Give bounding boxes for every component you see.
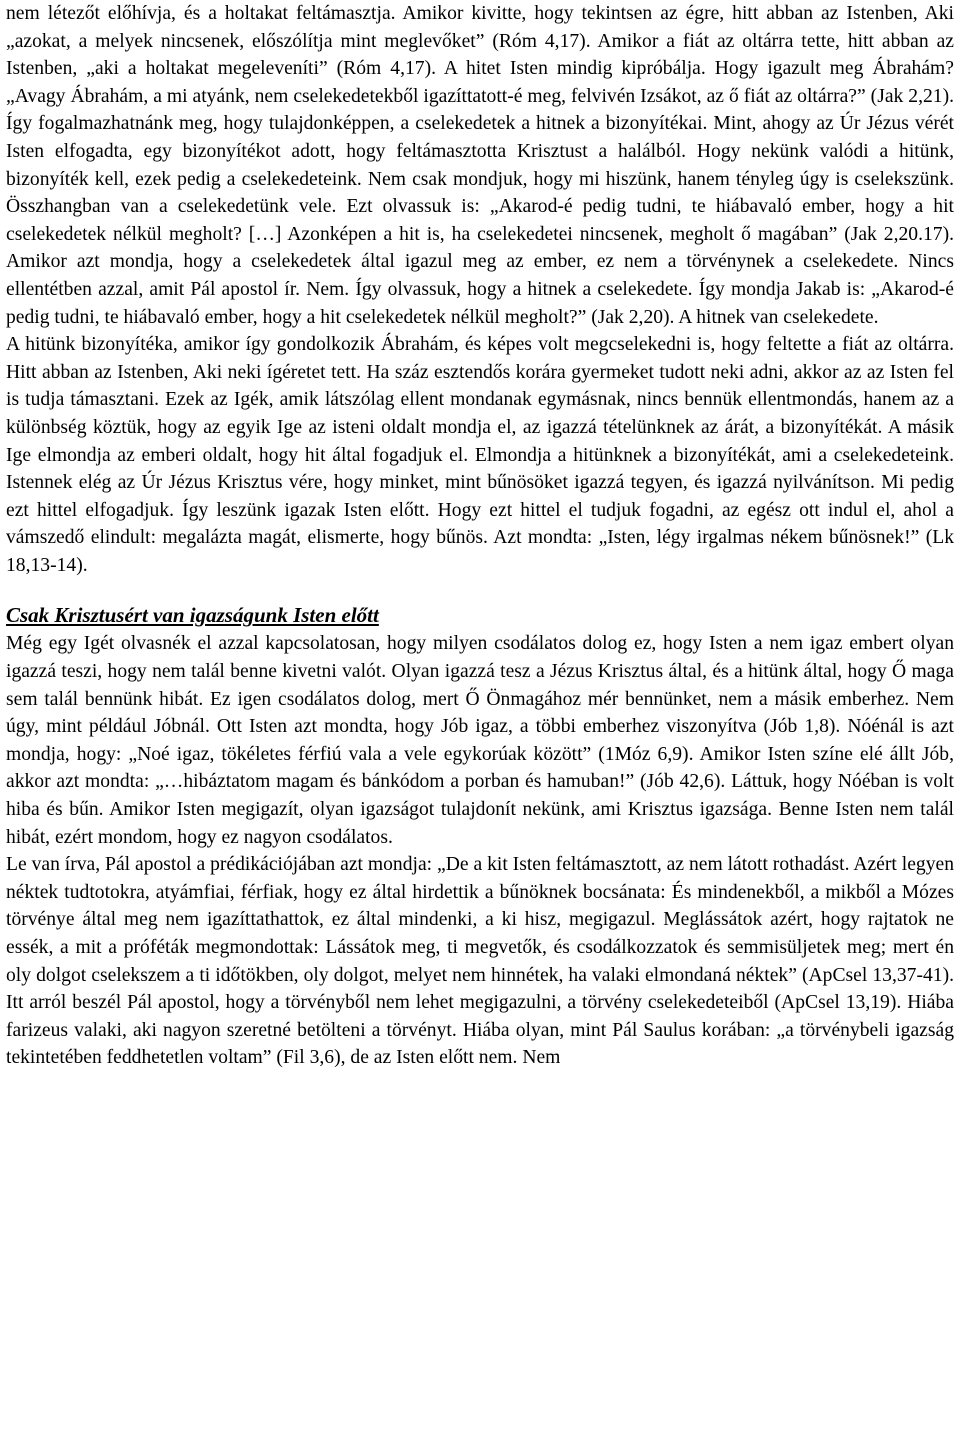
section-heading: Csak Krisztusért van igazságunk Isten előtt: [6, 603, 379, 628]
paragraph: Még egy Igét olvasnék el azzal kapcsolatosan, hogy milyen csodálatos dolog ez, hogy Isten a nem igaz embert olyan igazzá teszi, hogy nem talál benne kivetni valót. Olyan igazzá tesz a Jézus Krisztus által, és a hitünk által, hogy Ő maga sem talál bennünk hibát. Ez igen csodálatos dolog, mert Ő Önmagához mér bennünket, nem a másik emberhez. Nem úgy, mint például Jóbnál. Ott Isten azt mondta, hogy Jób igaz, a többi emberhez viszonyítva (Jób 1,8). Nóénál is azt mondja, hogy: „Noé igaz, tökéletes férfiú vala a vele egykorúak között” (1Móz 6,9). Amikor Isten színe elé állt Jób, akkor azt mondta: „…hibáztatom magam és bánkódom a porban és hamuban!” (Jób 42,6). Láttuk, hogy Nóéban is volt hiba és bűn. Amikor Isten megigazít, olyan igazságot tulajdonít nekünk, ami Krisztus igazsága. Benne Isten nem talál hibát, ezért mondom, hogy ez nagyon csodálatos.: [6, 633, 954, 848]
paragraph: A hitünk bizonyítéka, amikor így gondolkozik Ábrahám, és képes volt megcselekedni is, hogy feltette a fiát az oltárra. Hitt abban az Istenben, Aki neki ígéretet tett. Ha száz esztendős korára gyermeket tudott neki adni, akkor az az Isten fel is tudja támasztani. Ezek az Igék, amik látszólag ellent mondanak egymásnak, nincs bennük ellentmondás, hanem az a különbség köztük, hogy az egyik Ige az isteni oldalt mondja el, az igazzá tételünknek az árát, a bizonyítékát. A másik Ige elmondja az emberi oldalt, hogy hit által fogadjuk el. Elmondja a hitünknek a bizonyítékát, ami a cselekedeteink. Istennek elég az Úr Jézus Krisztus vére, hogy minket, mint bűnösöket igazzá tegyen, és igazzá nyilvánítson. Mi pedig ezt hittel elfogadjuk. Így leszünk igazak Isten előtt. Hogy ezt hittel el tudjuk fogadni, az egész ott indul el, ahol a vámszedő elindult: megalázta magát, elismerte, hogy bűnös. Azt mondta: „Isten, légy irgalmas nékem bűnösnek!” (Lk 18,13-14).: [6, 334, 954, 576]
paragraph: nem létezőt előhívja, és a holtakat feltámasztja. Amikor kivitte, hogy tekintsen az égre, hitt abban az Istenben, Aki „azokat, a melyek nincsenek, előszólítja mint meglevőket” (Róm 4,17). Amikor a fiát az oltárra tette, hitt abban az Istenben, „aki a holtakat megeleveníti” (Róm 4,17). A hitet Isten mindig kipróbálja. Hogy igazult meg Ábrahám? „Avagy Ábrahám, a mi atyánk, nem cselekedetekből igazíttatott-é meg, felvivén Izsákot, az ő fiát az oltárra?” (Jak 2,21). Így fogalmazhatnánk meg, hogy tulajdonképpen, a cselekedetek a hitnek a bizonyítékai. Mint, ahogy az Úr Jézus vérét Isten elfogadta, egy bizonyítékot adott, hogy feltámasztotta Krisztust a halálból. Hogy nekünk valódi a hitünk, bizonyíték kell, ezek pedig a cselekedeteink. Nem csak mondjuk, hogy mi hiszünk, hanem tényleg úgy is cselekszünk. Összhangban van a cselekedetünk vele. Ezt olvassuk is: „Akarod-é pedig tudni, te hiábavaló ember, hogy a hit cselekedetek nélkül megholt? […] Azonképen a hit is, ha cselekedetei nincsenek, megholt ő magában” (Jak 2,20.17). Amikor azt mondja, hogy a cselekedetek által igazul meg az ember, ez nem a törvénynek a cselekedete. Nincs ellentétben azzal, amit Pál apostol ír. Nem. Így olvassuk, hogy a hitnek a cselekedete. Így mondja Jakab is: „Akarod-é pedig tudni, te hiábavaló ember, hogy a hit cselekedetek nélkül megholt?” (Jak 2,20). A hitnek van cselekedete.: [6, 3, 954, 328]
paragraph: Le van írva, Pál apostol a prédikációjában azt mondja: „De a kit Isten feltámasztott, az nem látott rothadást. Azért legyen néktek tudtotokra, atyámfiai, férfiak, hogy ez által hirdettik a bűnöknek bocsánata: És mindenekből, a mikből a Mózes törvénye által meg nem igazíttathattok, ez által mindenki, a ki hisz, megigazul. Meglássátok azért, hogy rajtatok ne essék, a mit a próféták megmondottak: Lássátok meg, ti megvetők, és csodálkozzatok és semmisüljetek meg; mert én oly dolgot cselekszem a ti időtökben, oly dolgot, melyet nem hinnétek, ha valaki elmondaná néktek” (ApCsel 13,37-41). Itt arról beszél Pál apostol, hogy a törvényből nem lehet megigazulni, a törvény cselekedeteiből (ApCsel 13,19). Hiába farizeus valaki, aki nagyon szeretné betölteni a törvényt. Hiába olyan, mint Pál Saulus korában: „a törvénybeli igazság tekintetében feddhetetlen voltam” (Fil 3,6), de az Isten előtt nem. Nem: [6, 854, 954, 1069]
